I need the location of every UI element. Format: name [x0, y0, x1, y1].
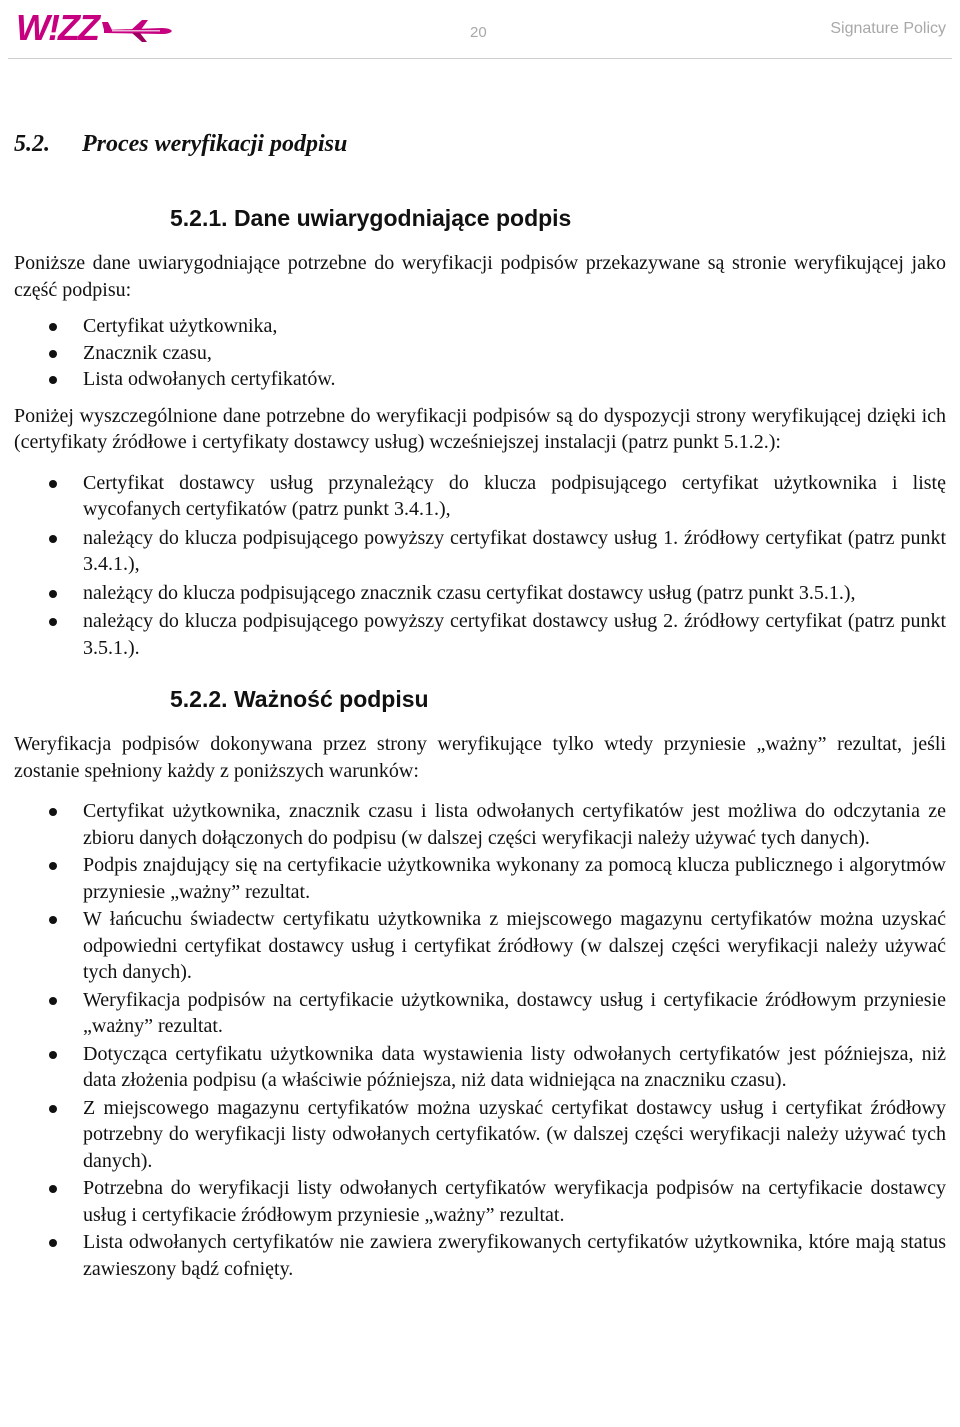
- bullet-icon: [49, 535, 57, 543]
- subsection-heading: [14, 202, 946, 234]
- subsection-heading: [14, 683, 946, 715]
- wizz-logo: [14, 6, 174, 48]
- header-divider: [8, 58, 952, 59]
- list-item: Znacznik czasu,: [14, 340, 946, 367]
- document-title: Signature Policy: [830, 20, 946, 37]
- bullet-icon: [49, 997, 57, 1005]
- list-item: należący do klucza podpisującego znacznik czasu certyfikat dostawcy usług (patrz punkt 3.5.1.),: [14, 580, 946, 607]
- paragraph: Poniżej wyszczególnione dane potrzebne do weryfikacji podpisów są do dyspozycji strony weryfikującej dzięki ich (certyfikaty źródłowe i certyfikaty dostawcy usług) wcześniejszej instalacji (patrz punkt 5.1.2.):: [14, 404, 946, 453]
- section-heading: [14, 128, 946, 160]
- svg-text:W!ZZ: W!ZZ: [16, 7, 98, 48]
- paragraph: Weryfikacja podpisów dokonywana przez strony weryfikujące tylko wtedy przyniesie „ważny” rezultat, jeśli zostanie spełniony każdy z poniższych warunków:: [14, 733, 946, 782]
- list-item: należący do klucza podpisującego powyższy certyfikat dostawcy usług 2. źródłowy certyfikat (patrz punkt 3.5.1.).: [14, 608, 946, 661]
- bullet-icon: [49, 480, 57, 488]
- bullet-icon: [49, 350, 57, 358]
- bullet-icon: [49, 376, 57, 384]
- bullet-icon: [49, 618, 57, 626]
- paragraph: Poniższe dane uwiarygodniające potrzebne do weryfikacji podpisów przekazywane są stronie weryfikującej jako część podpisu:: [14, 252, 946, 301]
- bullet-list: [14, 470, 946, 662]
- list-item: Certyfikat użytkownika,: [14, 313, 946, 340]
- bullet-icon: [49, 590, 57, 598]
- bullet-icon: [49, 916, 57, 924]
- section-number: 5.2.: [14, 131, 50, 157]
- list-item: Lista odwołanych certyfikatów nie zawiera zweryfikowanych certyfikatów użytkownika, które mają status zawieszony bądź cofnięty.: [14, 1229, 946, 1282]
- bullet-icon: [49, 1239, 57, 1247]
- page-content: [14, 128, 946, 1282]
- subsection-title: Ważność podpisu: [233, 686, 429, 712]
- list-item: Dotycząca certyfikatu użytkownika data wystawienia listy odwołanych certyfikatów jest późniejsza, niż data złożenia podpisu (a właściwie późniejsza, niż data widniejąca na znaczniku czasu).: [14, 1041, 946, 1094]
- page-number: 20: [470, 24, 487, 41]
- subsection-number: 5.2.2.: [170, 686, 228, 712]
- bullet-icon: [49, 1185, 57, 1193]
- subsection-title: Dane uwiarygodniające podpis: [233, 205, 572, 231]
- page-header: [0, 0, 960, 60]
- list-item: należący do klucza podpisującego powyższy certyfikat dostawcy usług 1. źródłowy certyfikat (patrz punkt 3.4.1.),: [14, 525, 946, 578]
- list-item: W łańcuchu świadectw certyfikatu użytkownika z miejscowego magazynu certyfikatów można uzyskać odpowiedni certyfikat dostawcy usług i certyfikat źródłowy (w dalszej części weryfikacji należy używać tych danych).: [14, 906, 946, 986]
- list-item: Podpis znajdujący się na certyfikacie użytkownika wykonany za pomocą klucza publicznego i algorytmów przyniesie „ważny” rezultat.: [14, 852, 946, 905]
- list-item: Weryfikacja podpisów na certyfikacie użytkownika, dostawcy usług i certyfikacie źródłowym przyniesie „ważny” rezultat.: [14, 987, 946, 1040]
- bullet-icon: [49, 1105, 57, 1113]
- list-item: Lista odwołanych certyfikatów.: [14, 366, 946, 393]
- subsection-number: 5.2.1.: [170, 205, 228, 231]
- bullet-list: [14, 798, 946, 1282]
- bullet-icon: [49, 808, 57, 816]
- list-item: Certyfikat dostawcy usług przynależący do klucza podpisującego certyfikat użytkownika i listę wycofanych certyfikatów (patrz punkt 3.4.1.),: [14, 470, 946, 523]
- bullet-icon: [49, 1051, 57, 1059]
- section-title: Proces weryfikacji podpisu: [82, 131, 348, 157]
- list-item: Z miejscowego magazynu certyfikatów można uzyskać certyfikat dostawcy usług i certyfikat źródłowy potrzebny do weryfikacji listy odwołanych certyfikatów. (w dalszej części weryfikacji należy używać tych danych).: [14, 1095, 946, 1175]
- list-item: Potrzebna do weryfikacji listy odwołanych certyfikatów weryfikacja podpisów na certyfikacie dostawcy usług i certyfikacie źródłowym przyniesie „ważny” rezultat.: [14, 1175, 946, 1228]
- bullet-icon: [49, 862, 57, 870]
- list-item: Certyfikat użytkownika, znacznik czasu i lista odwołanych certyfikatów jest możliwa do odczytania ze zbioru danych dołączonych do podpisu (w dalszej części weryfikacji należy używać tych danych).: [14, 798, 946, 851]
- bullet-icon: [49, 323, 57, 331]
- bullet-list: [14, 313, 946, 393]
